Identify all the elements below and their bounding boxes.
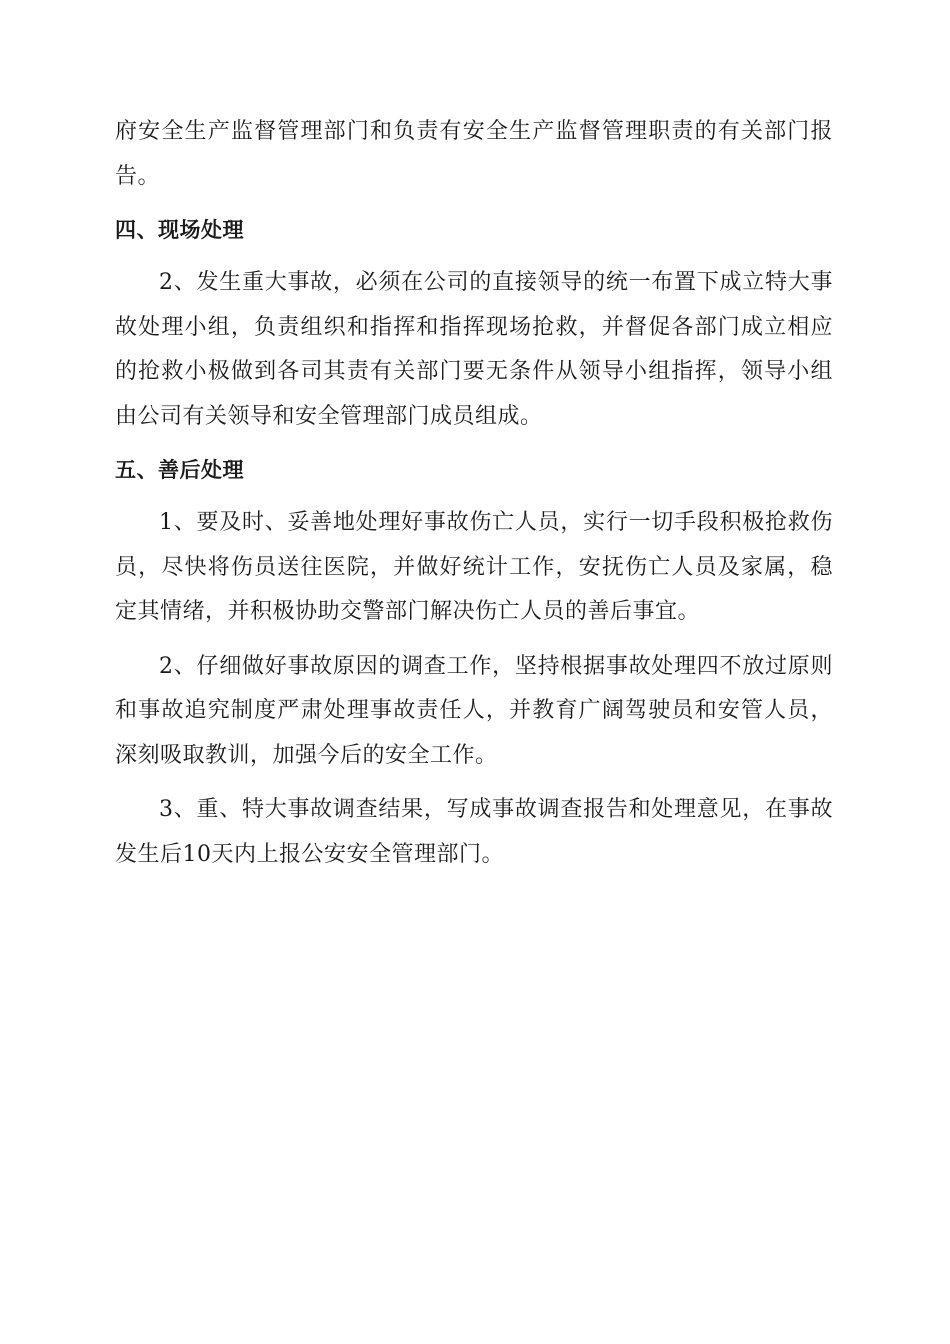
continuation-paragraph: 府安全生产监督管理部门和负责有安全生产监督管理职责的有关部门报告。 xyxy=(115,119,833,189)
document-page xyxy=(115,110,833,877)
body-paragraph: 3、重、特大事故调查结果，写成事故调查报告和处理意见，在事故发生后10天内上报公安安全管理部门。 xyxy=(115,797,833,867)
section-heading-site-handling: 四、现场处理 xyxy=(115,218,244,242)
section-heading-aftermath-handling: 五、善后处理 xyxy=(115,458,244,482)
body-paragraph: 2、仔细做好事故原因的调查工作，坚持根据事故处理四不放过原则和事故追究制度严肃处理事故责任人，并教育广阔驾驶员和安管人员，深刻吸取教训，加强今后的安全工作。 xyxy=(115,653,833,768)
body-paragraph: 2、发生重大事故，必须在公司的直接领导的统一布置下成立特大事故处理小组，负责组织和指挥和指挥现场抢救，并督促各部门成立相应的抢救小极做到各司其责有关部门要无条件从领导小组指挥，领导小组由公司有关领导和安全管理部门成员组成。 xyxy=(115,270,833,429)
body-paragraph: 1、要及时、妥善地处理好事故伤亡人员，实行一切手段积极抢救伤员，尽快将伤员送往医院，并做好统计工作，安抚伤亡人员及家属，稳定其情绪，并积极协助交警部门解决伤亡人员的善后事宜。 xyxy=(115,510,833,624)
